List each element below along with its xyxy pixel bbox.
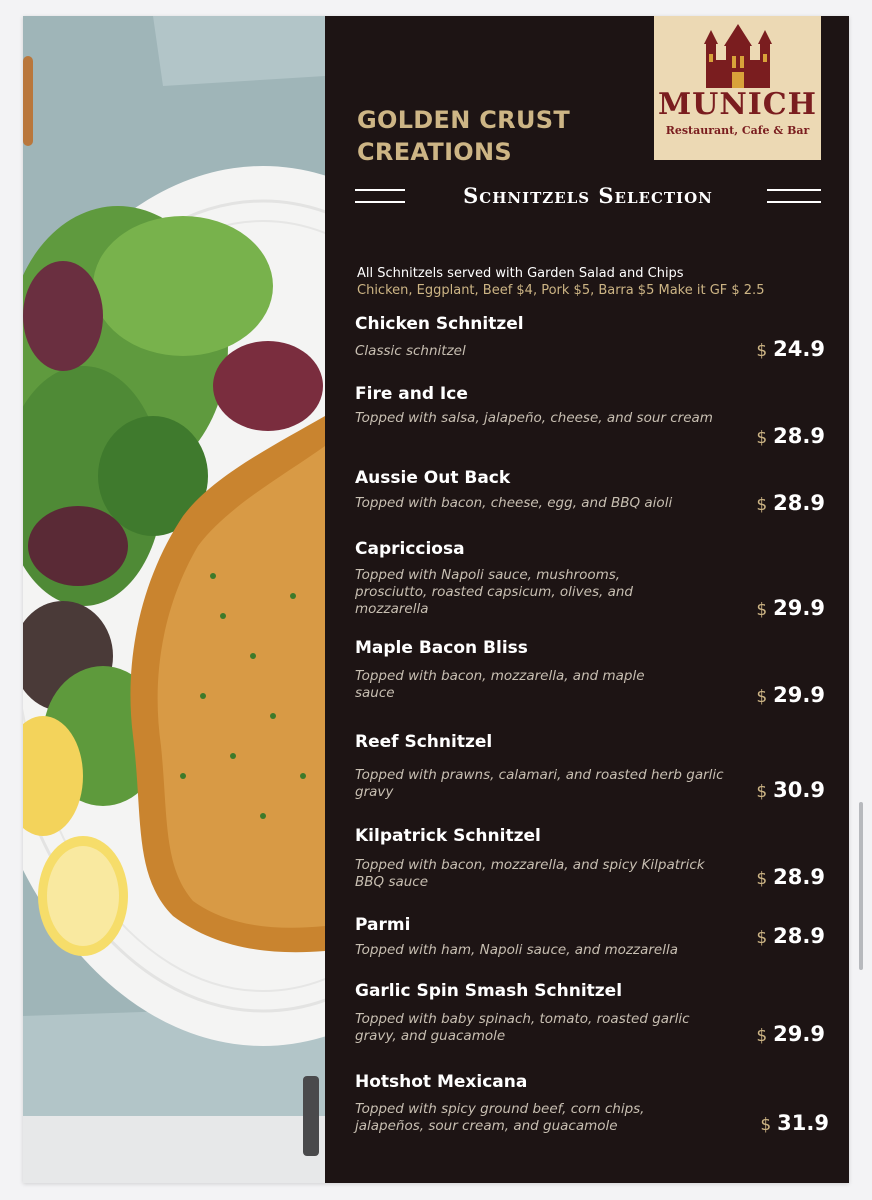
currency-symbol: $ [756,869,768,889]
price-value: 28.9 [773,865,825,889]
item-description: Topped with baby spinach, tomato, roasted garlic gravy, and guacamole [355,1011,690,1044]
currency-symbol: $ [756,687,768,707]
menu-item [355,980,825,1046]
menu-panel [325,16,849,1183]
menu-item [355,467,825,515]
brand-title-line1: GOLDEN CRUST [357,106,570,134]
item-name: Aussie Out Back [355,468,511,488]
item-description: Classic schnitzel [355,343,466,359]
item-name: Hotshot Mexicana [355,1072,528,1092]
item-description: Topped with ham, Napoli sauce, and mozzarella [355,942,678,958]
item-price [756,924,825,948]
schnitzel-plate-illustration [23,16,325,1183]
item-price [756,778,825,802]
currency-symbol: $ [756,495,768,515]
menu-item [355,383,825,448]
currency-symbol: $ [756,782,768,802]
menu-intro [357,265,837,299]
price-value: 24.9 [773,337,825,361]
section-title: Schnitzels Selection [463,183,713,208]
menu-item [355,731,825,802]
logo-subtitle: Restaurant, Cafe & Bar [665,124,810,137]
castle-icon [702,24,774,90]
price-value: 30.9 [773,778,825,802]
price-value: 28.9 [773,424,825,448]
currency-symbol: $ [756,1026,768,1046]
menu-page [23,16,849,1183]
item-name: Capricciosa [355,539,465,559]
item-description: Topped with bacon, mozzarella, and spicy Kilpatrick BBQ sauce [355,857,705,890]
item-price [756,1022,825,1046]
menu-item [355,914,825,958]
menu-item [355,637,825,707]
currency-symbol: $ [756,600,768,620]
item-name: Maple Bacon Bliss [355,638,528,658]
item-description: Topped with prawns, calamari, and roasted herb garlic gravy [355,767,724,800]
item-name: Fire and Ice [355,384,468,404]
item-price [756,596,825,620]
item-description: Topped with Napoli sauce, mushrooms, prosciutto, roasted capsicum, olives, and mozzarella [355,567,633,617]
currency-symbol: $ [756,341,768,361]
menu-item [355,538,825,620]
munich-logo [654,16,821,160]
menu-item [355,825,825,890]
brand-title-line2: CREATIONS [357,138,512,166]
menu-item [355,313,825,361]
schnitzel-photo [23,16,325,1183]
item-description: Topped with bacon, cheese, egg, and BBQ aioli [355,495,673,511]
brand-title [357,104,570,168]
item-description: Topped with salsa, jalapeño, cheese, and sour cream [355,410,713,426]
price-value: 29.9 [773,596,825,620]
currency-symbol: $ [760,1115,772,1135]
intro-line-1: All Schnitzels served with Garden Salad and Chips [357,266,684,281]
item-name: Parmi [355,915,411,935]
item-price [756,424,825,448]
vertical-scrollbar[interactable] [859,802,863,970]
item-price [756,683,825,707]
price-value: 31.9 [777,1111,829,1135]
price-value: 29.9 [773,683,825,707]
right-decorative-rule [767,189,821,203]
item-description: Topped with spicy ground beef, corn chips, jalapeños, sour cream, and guacamole [355,1101,645,1134]
item-price [756,865,825,889]
currency-symbol: $ [756,428,768,448]
item-price [756,491,825,515]
price-value: 28.9 [773,491,825,515]
section-header [355,182,821,210]
item-price [760,1111,829,1135]
logo-name: MUNICH [657,87,818,122]
item-name: Garlic Spin Smash Schnitzel [355,981,623,1001]
item-description: Topped with bacon, mozzarella, and maple sauce [355,668,645,701]
currency-symbol: $ [756,928,768,948]
item-name: Reef Schnitzel [355,732,493,752]
item-name: Chicken Schnitzel [355,314,524,334]
menu-item [355,1071,829,1135]
item-price [756,337,825,361]
price-value: 28.9 [773,924,825,948]
item-name: Kilpatrick Schnitzel [355,826,541,846]
intro-line-2: Chicken, Eggplant, Beef $4, Pork $5, Barra $5 Make it GF $ 2.5 [357,283,765,298]
price-value: 29.9 [773,1022,825,1046]
